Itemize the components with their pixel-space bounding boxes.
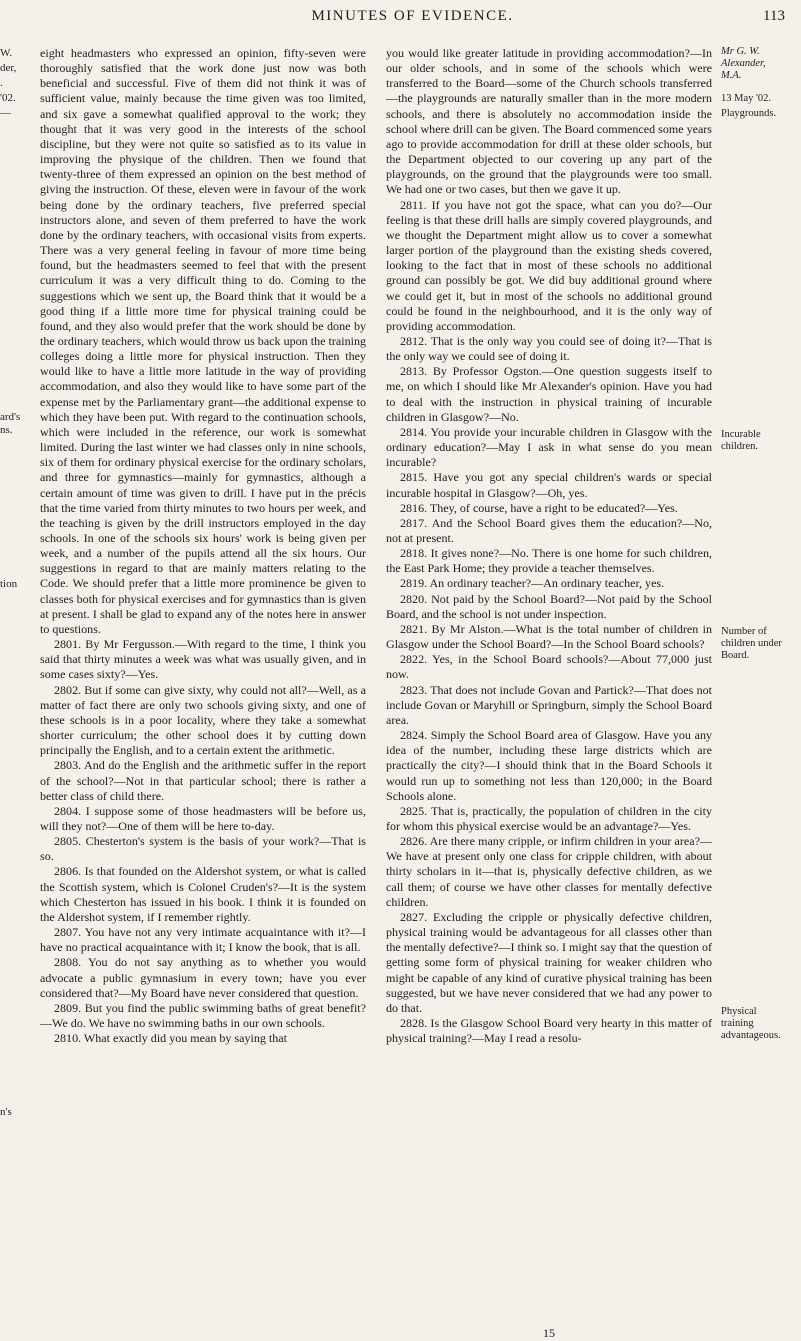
paragraph: 2807. You have not any very intimate acquaintance with it?—I have no practical acquaintance with it; I know the book, that is all. — [40, 925, 366, 955]
paragraph: 2806. Is that founded on the Aldershot system, or what is called the Scottish system, which is Colonel Cruden's?—It is the system which Chesterton has issued in his book. I think it is founded on the Aldershot system, if I remember rightly. — [40, 864, 366, 924]
paragraph: 2818. It gives none?—No. There is one home for such children, the East Park Home; they provide a teacher themselves. — [386, 546, 712, 576]
running-title: MINUTES OF EVIDENCE. — [311, 8, 514, 24]
left-margin-note: . — [0, 77, 3, 89]
paragraph: 2823. That does not include Govan and Partick?—That does not include Govan or Maryhill or Springburn, simply the School Board area. — [386, 682, 712, 727]
paragraph: 2814. You provide your incurable children in Glasgow with the ordinary education?—May I ask in what sense do you mean incurable? — [386, 424, 712, 470]
right-column — [386, 46, 712, 1046]
physical-training-note: advantageous. — [721, 1030, 781, 1041]
physical-training-note: Physical — [721, 1006, 757, 1017]
paragraph: 2808. You do not say anything as to whether you would advocate a public gymnasium in every town; have you ever considered that?—My Board have never considered that question. — [40, 955, 366, 1000]
paragraph: 2809. But you find the public swimming baths of great benefit?—We do. We have no swimming baths in our own schools. — [40, 1000, 366, 1030]
paragraph: 2819. An ordinary teacher?—An ordinary teacher, yes. — [400, 576, 665, 591]
paragraph: eight headmasters who expressed an opinion, fifty-seven were thoroughly satisfied that the work done just now was both beneficial and successful. Five of them did not think it was of sufficient value, mainly because the time given was too limited, and six gave a somewhat qualified approval to the work; they thought that it was very good in the interests of the school discipline, but they were not quite so satisfied as to its value in improving the physique of the children. Then we found that twenty-three of them expressed an opinion on the best method of giving the instruction. Of these, eleven were in favour of the work being done by the ordinary teachers, five preferred special instructors alone, and seven of them preferred to have the work done by the ordinary teachers, with occasional visits from experts. There was a very general feeling in favour of more time being found, but the headmasters seemed to feel that with the present curriculum it was a very difficult thing to do. Coming to the suggestions which we sent up, the Board think that it would be a good thing if a little more time for physical training could be found, and they also would prefer that the work should be done by the ordinary teachers, which would throw us back upon the training colleges doing a little more for physical instruction. Then they would like to have a little more latitude in the way of providing accommodation, and also they would like to have some part of the expense met by the Parliamentary grant—the additional expense to which they have been put. With regard to the continuation schools, which were included in the reference, our work is somewhat limited. During the last winter we had classes only in nine schools, six of them for ordinary physical exercise for the ordinary scholars, and three for gymnastics—mainly for gymnastics, although a certain amount of time was given to drill. I have put in the précis that the time varied from thirty minutes to two hours per week, and the teaching is given by the drill instructors employed in the day schools. In one of the schools six hours' work is being given per week, and a number of the pupils attend all the six hours. Our suggestions in regard to that are mainly matters relating to the Code. We should prefer that a little more prominence be given to classes both for physical exercises and for gymnastics than is given at present. I shall be glad to expand any of the notes here in answer to questions. — [40, 46, 366, 636]
page-number: 113 — [763, 8, 785, 24]
paragraph: 2822. Yes, in the School Board schools?—About 77,000 just now. — [386, 652, 712, 682]
left-margin-note: der, — [0, 62, 17, 74]
paragraph: 2828. Is the Glasgow School Board very hearty in this matter of physical training?—May I read a resolu- — [386, 1016, 712, 1046]
incurable-note: children. — [721, 441, 759, 452]
paragraph: 2817. And the School Board gives them the education?—No, not at present. — [386, 515, 712, 545]
number-children-note: Board. — [721, 650, 750, 661]
left-margin-note: '02. — [0, 92, 16, 104]
paragraph: 2802. But if some can give sixty, why could not all?—Well, as a matter of fact there are only two schools giving sixty, and one of these schools is in a poor locality, where they take a somewhat shorter curriculum; the other school does it by cutting down principally the English, and to a certain extent the arithmetic. — [40, 682, 366, 758]
physical-training-note: training — [721, 1018, 754, 1029]
left-margin-note: ns. — [0, 424, 13, 436]
playgrounds-note: Playgrounds. — [721, 108, 777, 119]
paragraph: 2811. If you have not got the space, what can you do?—Our feeling is that these drill halls are simply covered playgrounds, and we thought the Department might allow us to cover a somewhat larger portion of the playground than the existing sheds covered, looking to the fact that in most of these schools no additional ground can possibly be got. We did buy additional ground where we could get it, but in most of the schools no additional ground could be found in the neighbourhood, and it is the only way of providing accommodation. — [386, 197, 712, 333]
paragraph: you would like greater latitude in providing accommodation?—In our older schools, and in some of the schools which were transferred to the Board—some of the Church schools transferred—the playgrounds are naturally smaller than in the more modern schools, and there is absolutely no accommodation inside the school where drill can be given. The Board commenced some years ago to provide accommodation for drill at these older schools, but the Department objected to our covering up any part of the playgrounds, on the ground that the playgrounds were too small. We had one or two cases, but then we gave it up. — [386, 46, 712, 197]
left-margin-note: W. — [0, 47, 13, 59]
left-margin-note: — — [0, 107, 11, 119]
paragraph: 2815. Have you got any special children's wards or special incurable hospital in Glasgow?—Oh, yes. — [386, 470, 712, 500]
left-margin-note: tion — [0, 578, 18, 590]
left-margin-note: ard's — [0, 411, 21, 423]
paragraph: 2804. I suppose some of those headmasters will be before us, will they not?—One of them will be here to-day. — [40, 803, 366, 833]
paragraph: 2803. And do the English and the arithmetic suffer in the report of the school?—Not in that particular school; there is rather a better class of child there. — [40, 758, 366, 803]
signature-mark: 15 — [543, 1326, 555, 1340]
number-children-note: children under — [721, 638, 782, 649]
witness-degree-note: M.A. — [721, 70, 742, 81]
paragraph: 2824. Simply the School Board area of Glasgow. Have you any idea of the number, including these large districts which are practically the city?—I should think that in the Board Schools it would run up to something not less than 120,000; in the Board Schools alone. — [386, 728, 712, 803]
page-header — [40, 6, 785, 28]
incurable-note: Incurable — [721, 429, 761, 440]
paragraph: 2816. They, of course, have a right to be educated?—Yes. — [400, 500, 678, 515]
witness-name-note: Alexander, — [721, 58, 766, 69]
paragraph: 2801. By Mr Fergusson.—With regard to the time, I think you said that thirty minutes a week was what was usually given, and in some cases sixty?—Yes. — [40, 637, 366, 682]
paragraph: 2812. That is the only way you could see of doing it?—That is the only way we could see of doing it. — [386, 333, 712, 364]
left-column — [40, 46, 366, 1046]
paragraph: 2820. Not paid by the School Board?—Not paid by the School Board, and the school is not under inspection. — [386, 591, 712, 621]
paragraph: 2821. By Mr Alston.—What is the total number of children in Glasgow under the School Board?—In the School Board schools? — [386, 621, 712, 652]
paragraph: 2826. Are there many cripple, or infirm children in your area?—We have at present only one class for cripple children, with about thirty scholars in it—that is, physically defective children, as we call them; of course we have other classes for mentally defective children. — [386, 834, 712, 909]
paragraph: 2813. By Professor Ogston.—One question suggests itself to me, on which I should like Mr Alexander's opinion. Have you had to deal with the instruction in physical training of incurable children in Glasgow?—No. — [386, 364, 712, 424]
paragraph: 2805. Chesterton's system is the basis of your work?—That is so. — [40, 834, 366, 864]
witness-name-note: Mr G. W. — [721, 46, 760, 57]
paragraph: 2810. What exactly did you mean by saying that — [54, 1031, 287, 1046]
date-note: 13 May '02. — [721, 93, 772, 104]
paragraph: 2827. Excluding the cripple or physically defective children, physical training would be advantageous for all classes other than the mentally defective?—I think so. I might say that the question of getting some form of physical training for weaker children who might be capable of any kind of curative physical training has been suggested, but we have never considered that we had any power to do that. — [386, 909, 712, 1015]
paragraph: 2825. That is, practically, the population of children in the city for whom this physical exercise would be an advantage?—Yes. — [386, 803, 712, 833]
left-margin-note: n's — [0, 1106, 12, 1118]
number-children-note: Number of — [721, 626, 767, 637]
